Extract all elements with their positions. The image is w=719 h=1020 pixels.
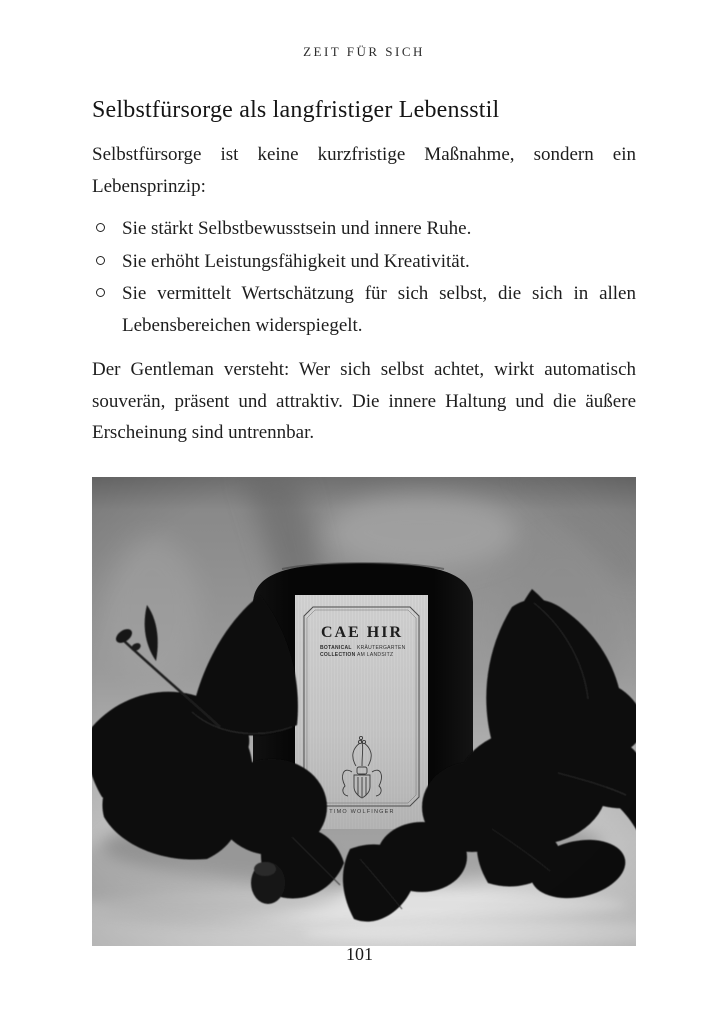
circle-bullet-icon [96, 256, 105, 265]
intro-line: Selbstfürsorge ist keine kurzfristige Maßnahme, sondern ein [92, 144, 636, 165]
list-item-text: Sie vermittelt Wertschätzung für sich selbst, die sich in allen Lebensbereichen widerspiegelt. [122, 283, 636, 336]
closing-paragraph [92, 354, 636, 449]
list-item [92, 213, 636, 245]
list-item-text: Sie erhöht Leistungsfähigkeit und Kreativität. [122, 250, 470, 272]
section-heading: Selbstfürsorge als langfristiger Lebensstil [92, 97, 500, 123]
list-item [92, 246, 636, 278]
closing-line: Erscheinung sind untrennbar. [92, 422, 315, 443]
circle-bullet-icon [96, 288, 105, 297]
running-head: ZEIT FÜR SICH [303, 44, 425, 59]
circle-bullet-icon [96, 223, 105, 232]
closing-line: Der Gentleman versteht: Wer sich selbst achtet, wirkt automatisch [92, 359, 636, 380]
candle-photo [92, 477, 636, 946]
photo-vignette [92, 477, 636, 946]
closing-line: souverän, präsent und attraktiv. Die innere Haltung und die äußere [92, 390, 636, 412]
page-number: 101 [346, 944, 373, 964]
list-item-text: Sie stärkt Selbstbewusstsein und innere Ruhe. [122, 218, 472, 239]
list-item [92, 278, 636, 341]
benefits-list [92, 213, 636, 341]
intro-line: Lebensprinzip: [92, 175, 206, 197]
candle-photo-illustration [92, 477, 636, 946]
intro-paragraph [92, 139, 636, 202]
